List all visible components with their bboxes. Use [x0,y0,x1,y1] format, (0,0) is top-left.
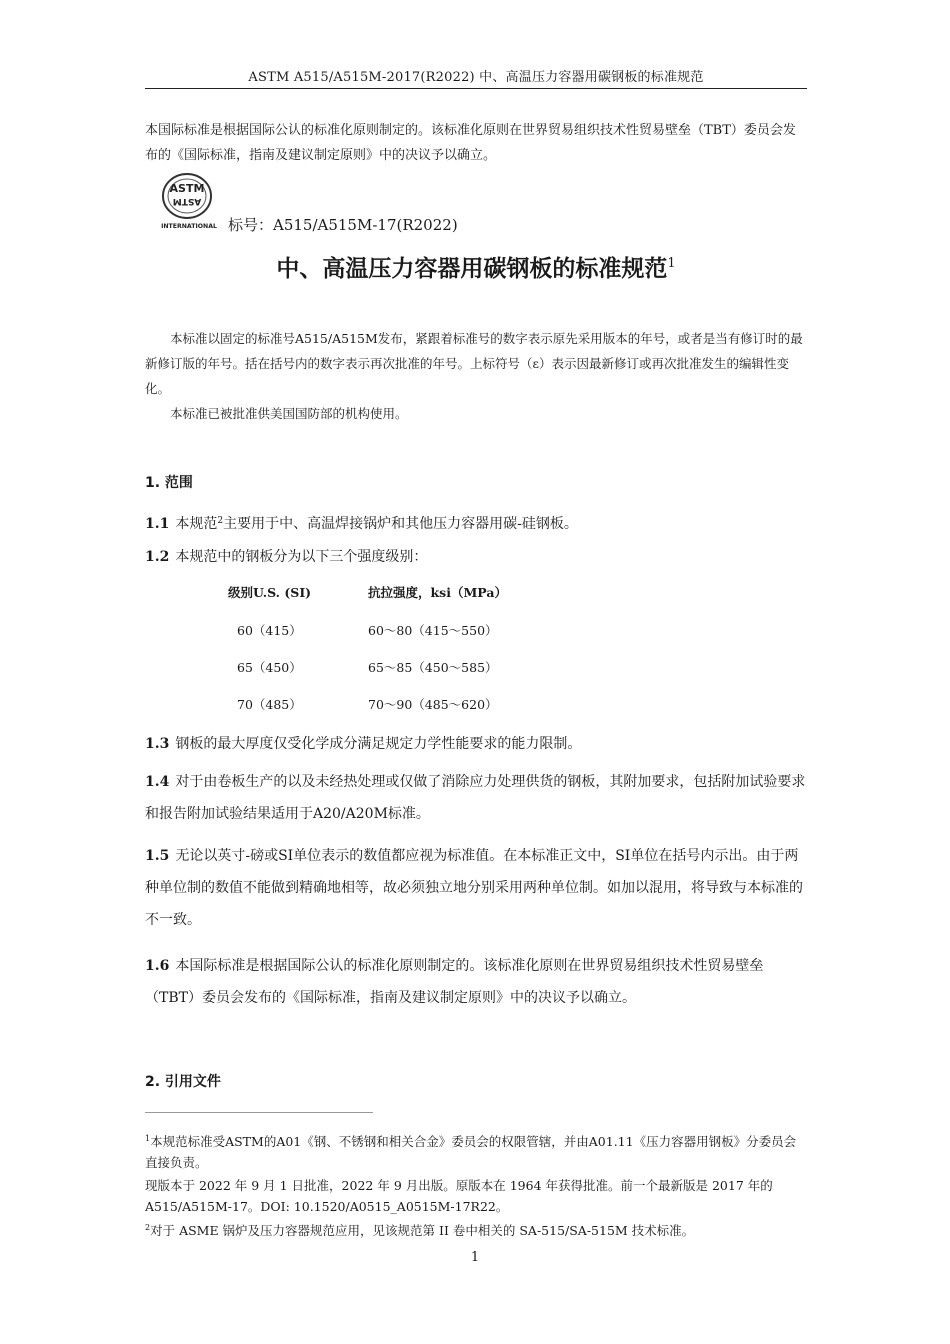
table-cell-strength: 65～85（450～585） [368,660,498,675]
logo-text-bottom: INTERNATIONAL [161,223,217,230]
table-header-grade: 级别U.S. (SI) [228,585,312,600]
header-divider [145,88,807,89]
clause-text: 主要用于中、高温焊接锅炉和其他压力容器用碳-硅钢板。 [223,516,578,532]
footnote-1-text: 本规范标准受ASTM的A01《钢、不锈钢和相关合金》委员会的权限管辖，并由A01.11《压力容器用钢板》分委员会直接负责。 [145,1134,797,1170]
footnote-1-history: 现版本于 2022 年 9 月 1 日批准，2022 年 9 月出版。原版本在 1964 年获得批准。前一个最新版是 2017 年的 A515/A515M-17。DOI: 10.1520/A0515_A0515M-17R22。 [145,1178,773,1214]
table-header-strength: 抗拉强度，ksi（MPa） [368,585,507,600]
preface-paragraph-1: 本标准以固定的标准号A515/A515M发布，紧跟着标准号的数字表示原先采用版本的年号，或者是当有修订时的最新修订版的年号。括在括号内的数字表示再次批准的年号。上标符号（ε）表示因最新修订或再次批准发生的编辑性变化。 [145,331,803,396]
standard-designation: 标号：A515/A515M-17(R2022) [228,216,458,234]
table-cell-strength: 70～90（485～620） [368,697,498,712]
clause-number: 1.2 [145,549,170,565]
clause-1-6 [145,950,807,1014]
clause-number: 1.4 [145,774,170,790]
title-footnote-mark: 1 [667,256,676,271]
clause-1-1 [145,505,807,540]
intro-note: 本国际标准是根据国际公认的标准化原则制定的。该标准化原则在世界贸易组织技术性贸易壁垒（TBT）委员会发布的《国际标准，指南及建议制定原则》中的决议予以确立。 [145,123,796,163]
title-text: 中、高温压力容器用碳钢板的标准规范 [276,256,668,282]
footnote-mark: 2 [217,516,224,526]
document-title [145,250,807,283]
clause-number: 1.5 [145,848,170,864]
preface [145,326,807,426]
table-row [228,695,648,717]
footnote-2-mark: 2 [145,1223,151,1232]
table-header-row [228,583,648,605]
logo-text-top: ASTM [169,182,205,195]
page-number: 1 [470,1250,480,1265]
table-row [228,621,648,643]
clause-text: 本规范 [175,516,218,532]
clause-text: 本国际标准是根据国际公认的标准化原则制定的。该标准化原则在世界贸易组织技术性贸易壁垒（TBT）委员会发布的《国际标准，指南及建议制定原则》中的决议予以确立。 [145,958,764,1006]
clause-text: 本规范中的钢板分为以下三个强度级别： [175,549,428,565]
clause-number: 1.3 [145,736,170,752]
footnote-1-mark: 1 [145,1134,151,1143]
running-header: ASTM A515/A515M-2017(R2022) 中、高温压力容器用碳钢板的标准规范 [248,70,704,85]
footnote-1 [145,1128,807,1173]
astm-logo [157,171,221,233]
clause-text: 无论以英寸-磅或SI单位表示的数值都应视为标准值。在本标准正文中，SI单位在括号内示出。由于两种单位制的数值不能做到精确地相等，故必须独立地分别采用两种单位制。如加以混用，将导致与本标准的不一致。 [145,848,803,928]
clause-1-2 [145,541,807,573]
clause-1-5 [145,840,807,936]
table-cell-grade: 65（450） [237,660,302,675]
table-cell-strength: 60～80（415～550） [368,623,498,638]
clause-1-4 [145,766,807,830]
footnote-divider [145,1112,373,1113]
clause-text: 钢板的最大厚度仅受化学成分满足规定力学性能要求的能力限制。 [175,736,582,752]
section-2-heading: 2. 引用文件 [145,1074,221,1090]
clause-1-3 [145,728,807,760]
table-cell-grade: 70（485） [237,697,302,712]
footnote-2-text: 对于 ASME 锅炉及压力容器规范应用，见该规范第 II 卷中相关的 SA-515/SA-515M 技术标准。 [150,1223,695,1238]
footnotes [145,1128,807,1241]
clause-text: 对于由卷板生产的以及未经热处理或仅做了消除应力处理供货的钢板，其附加要求，包括附加试验要求和报告附加试验结果适用于A20/A20M标准。 [145,774,806,822]
preface-paragraph-2: 本标准已被批准供美国国防部的机构使用。 [170,406,408,421]
clause-number: 1.1 [145,516,170,532]
table-cell-grade: 60（415） [237,623,302,638]
clause-number: 1.6 [145,958,170,974]
footnote-2 [145,1217,807,1241]
section-1-heading: 1. 范围 [145,475,193,491]
table-row [228,658,648,680]
svg-text:ASTM: ASTM [172,196,202,206]
